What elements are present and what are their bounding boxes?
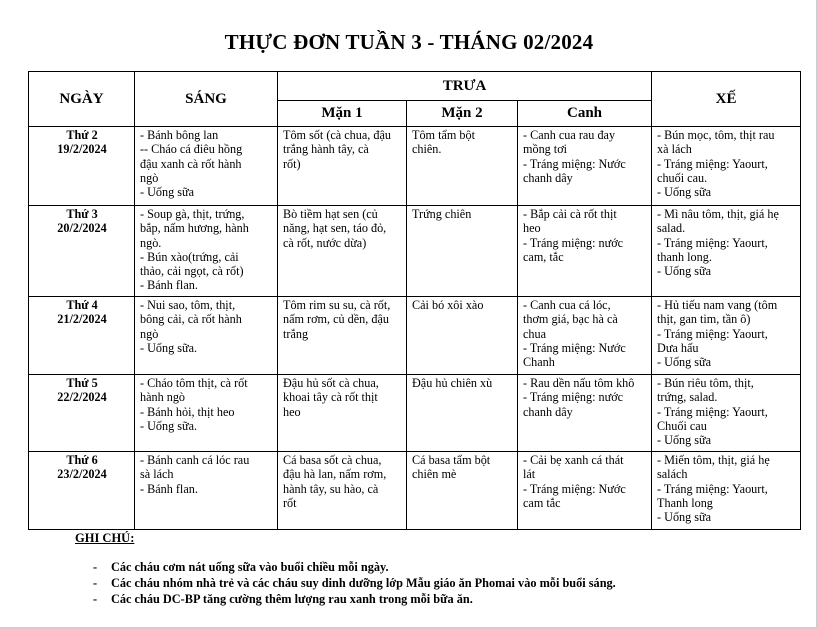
meal-cell-man1	[278, 127, 407, 206]
meal-line: - Bánh canh cá lóc rau	[140, 453, 250, 467]
meal-line: - Uống sữa	[657, 433, 712, 448]
meal-line: - Cháo tôm thịt, cà rốt	[140, 376, 248, 390]
day-name: Thứ 4	[66, 298, 98, 312]
header-man-2: Mặn 2	[407, 101, 518, 127]
meal-line: - Bánh flan.	[140, 481, 198, 496]
meal-line: Trứng chiên	[412, 207, 472, 221]
meal-line: - Bánh flan.	[140, 278, 198, 293]
notes-title: GHI CHÚ:	[75, 531, 135, 545]
meal-line: thịt, gan tim, tần ô)	[657, 312, 751, 327]
header-sang: SÁNG	[135, 72, 278, 127]
meal-line: Thanh long	[657, 495, 713, 510]
menu-row	[29, 297, 801, 375]
meal-line: chuối cau.	[657, 170, 708, 185]
meal-cell-xe	[652, 297, 801, 375]
meal-line: - Tráng miệng: Yaourt,	[657, 326, 768, 341]
meal-line: mồng tơi	[523, 142, 568, 157]
meal-line: sà lách	[140, 467, 174, 482]
meal-line: thanh long.	[657, 249, 712, 264]
meal-line: - Tráng miệng: nước	[523, 235, 624, 250]
meal-line: Đậu hủ sốt cà chua,	[283, 376, 379, 390]
meal-line: - Tráng miệng: nước	[523, 390, 624, 405]
meal-line: bông cải, cà rốt hành	[140, 312, 242, 327]
meal-line: - Uống sữa	[657, 185, 712, 200]
meal-line: - Bún xào(trứng, cải	[140, 249, 239, 264]
meal-line: Cải bó xôi xào	[412, 298, 484, 312]
meal-cell-man1	[278, 375, 407, 452]
day-name: Thứ 2	[66, 128, 98, 142]
day-date: 19/2/2024	[57, 142, 107, 157]
header-xe: XẾ	[652, 72, 801, 127]
day-cell	[29, 206, 135, 297]
meal-cell-man2	[407, 127, 518, 206]
meal-cell-man2	[407, 375, 518, 452]
menu-row	[29, 452, 801, 530]
meal-line: - Bánh bông lan	[140, 128, 219, 142]
meal-line: đậu hà lan, nấm rơm,	[283, 467, 387, 482]
meal-line: cam tắc	[523, 495, 561, 510]
meal-line: cam, tắc	[523, 249, 564, 264]
meal-line: - Tráng miệng: Yaourt,	[657, 481, 768, 496]
meal-cell-sang	[135, 452, 278, 530]
meal-cell-canh	[518, 297, 652, 375]
meal-line: - Hủ tiếu nam vang (tôm	[657, 298, 778, 312]
day-date: 22/2/2024	[57, 390, 107, 405]
meal-line: - Canh cua cá lóc,	[523, 298, 611, 312]
meal-line: - Canh cua rau đay	[523, 128, 616, 142]
meal-line: trứng, salad.	[657, 390, 718, 405]
meal-line: rốt)	[283, 156, 301, 171]
meal-cell-sang	[135, 206, 278, 297]
meal-line: - Tráng miệng: Nước	[523, 156, 626, 171]
meal-cell-xe	[652, 375, 801, 452]
meal-line: - Bánh hỏi, thịt heo	[140, 404, 235, 419]
meal-line: Cá basa sốt cà chua,	[283, 453, 382, 467]
day-date: 23/2/2024	[57, 467, 107, 482]
meal-line: Tôm sốt (cà chua, đậu	[283, 128, 391, 142]
meal-cell-man2	[407, 452, 518, 530]
day-cell	[29, 375, 135, 452]
note-bullet: -	[93, 592, 98, 606]
meal-line: Tôm tẩm bột	[412, 128, 475, 142]
meal-line: Chanh	[523, 355, 555, 370]
meal-line: chanh dây	[523, 404, 573, 419]
day-name: Thứ 5	[66, 376, 98, 390]
meal-line: ngò.	[140, 235, 162, 250]
meal-line: hành tây, su hào, cà	[283, 481, 379, 496]
header-trua: TRƯA	[278, 72, 652, 101]
meal-line: - Tráng miệng: Yaourt,	[657, 156, 768, 171]
day-name: Thứ 6	[66, 453, 98, 467]
meal-cell-man1	[278, 297, 407, 375]
meal-line: salad.	[657, 221, 686, 236]
meal-line: - Tráng miệng: Nước	[523, 481, 626, 496]
meal-line: thảo, cải ngọt, cà rốt)	[140, 264, 244, 279]
meal-line: đậu xanh cà rốt hành	[140, 156, 242, 171]
meal-line: - Tráng miệng: Yaourt,	[657, 235, 768, 250]
meal-line: cà rốt, nước dừa)	[283, 235, 367, 250]
note-item	[93, 559, 616, 575]
meal-line: chanh dây	[523, 170, 573, 185]
meal-cell-canh	[518, 375, 652, 452]
meal-line: - Miến tôm, thịt, giá hẹ	[657, 453, 770, 467]
menu-table	[28, 71, 801, 530]
meal-cell-xe	[652, 127, 801, 206]
meal-line: - Bắp cải cà rốt thịt	[523, 207, 617, 221]
meal-line: salách	[657, 467, 688, 482]
meal-line: khoai tây cà rốt thịt	[283, 390, 378, 405]
note-bullet: -	[93, 576, 98, 590]
note-bullet: -	[93, 560, 98, 574]
note-item	[93, 575, 616, 591]
meal-line: - Uống sữa.	[140, 340, 198, 355]
meal-line: - Soup gà, thịt, trứng,	[140, 207, 245, 221]
meal-line: trắng hành tây, cà	[283, 142, 369, 157]
meal-line: Đậu hủ chiên xù	[412, 376, 493, 390]
note-text: Các cháu nhóm nhà trẻ và các cháu suy dinh dưỡng lớp Mẫu giáo ăn Phomai vào mỗi buổi sáng.	[111, 576, 616, 590]
meal-line: - Mì nâu tôm, thịt, giá hẹ	[657, 207, 779, 221]
day-cell	[29, 297, 135, 375]
meal-cell-canh	[518, 127, 652, 206]
meal-line: - Cải bẹ xanh cá thát	[523, 453, 624, 467]
meal-line: - Bún mọc, tôm, thịt rau	[657, 128, 775, 142]
meal-cell-man2	[407, 206, 518, 297]
day-cell	[29, 127, 135, 206]
meal-cell-xe	[652, 452, 801, 530]
notes-list	[93, 559, 616, 607]
meal-cell-canh	[518, 452, 652, 530]
meal-cell-sang	[135, 127, 278, 206]
meal-line: - Nui sao, tôm, thịt,	[140, 298, 236, 312]
meal-line: - Uống sữa	[140, 185, 194, 200]
meal-line: trắng	[283, 326, 309, 341]
meal-cell-sang	[135, 375, 278, 452]
meal-line: - Tráng miệng: Yaourt,	[657, 404, 768, 419]
menu-row	[29, 375, 801, 452]
note-text: Các cháu cơm nát uống sữa vào buổi chiều mỗi ngày.	[111, 560, 389, 574]
meal-line: Chuối cau	[657, 418, 707, 433]
meal-line: - Uống sữa.	[140, 418, 198, 433]
meal-line: - Tráng miệng: Nước	[523, 340, 626, 355]
meal-line: - Rau dền nấu tôm khô	[523, 376, 635, 390]
meal-line: - Uống sữa	[657, 264, 712, 279]
meal-line: hành ngò	[140, 390, 186, 405]
header-man-1: Mặn 1	[278, 101, 407, 127]
meal-line: Cá basa tẩm bột	[412, 453, 491, 467]
meal-line: Bò tiềm hạt sen (củ	[283, 207, 378, 221]
note-item	[93, 591, 616, 607]
header-canh: Canh	[518, 101, 652, 127]
meal-line: thơm giá, bạc hà cà	[523, 312, 618, 327]
meal-cell-man1	[278, 452, 407, 530]
page-title: THỰC ĐƠN TUẦN 3 - THÁNG 02/2024	[224, 30, 594, 54]
meal-line: Dưa hấu	[657, 340, 699, 355]
meal-line: chiên.	[412, 142, 442, 157]
meal-line: heo	[523, 221, 541, 236]
day-cell	[29, 452, 135, 530]
meal-line: năng, hạt sen, táo đỏ,	[283, 221, 387, 236]
meal-line: Tôm rim su su, cà rốt,	[283, 298, 391, 312]
header-ngay: NGÀY	[29, 72, 135, 127]
meal-line: - Bún riêu tôm, thịt,	[657, 376, 754, 390]
meal-line: bắp, nấm hương, hành	[140, 221, 249, 236]
meal-line: heo	[283, 404, 301, 419]
menu-row	[29, 206, 801, 297]
day-name: Thứ 3	[66, 207, 98, 221]
meal-cell-canh	[518, 206, 652, 297]
note-text: Các cháu DC-BP tăng cường thêm lượng rau xanh trong mỗi bữa ăn.	[111, 592, 473, 606]
meal-cell-sang	[135, 297, 278, 375]
meal-cell-man1	[278, 206, 407, 297]
meal-line: rốt	[283, 495, 297, 510]
meal-line: -- Cháo cá điêu hồng	[140, 142, 243, 157]
menu-row	[29, 127, 801, 206]
meal-line: lát	[523, 467, 536, 482]
meal-line: - Uống sữa	[657, 510, 712, 525]
meal-line: xà lách	[657, 142, 692, 157]
meal-line: chiên mè	[412, 467, 457, 482]
meal-cell-xe	[652, 206, 801, 297]
meal-cell-man2	[407, 297, 518, 375]
meal-line: nấm rơm, củ dền, đậu	[283, 312, 389, 327]
meal-line: - Uống sữa	[657, 355, 712, 370]
meal-line: chua	[523, 326, 547, 341]
day-date: 21/2/2024	[57, 312, 107, 327]
day-date: 20/2/2024	[57, 221, 107, 236]
meal-line: ngò	[140, 326, 159, 341]
meal-line: ngò	[140, 170, 159, 185]
